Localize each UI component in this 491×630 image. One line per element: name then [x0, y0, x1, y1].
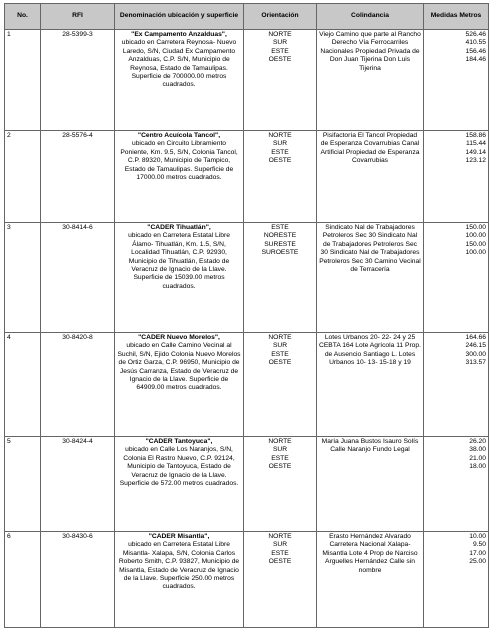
measure-value: 123.12	[465, 157, 486, 165]
row-rfi: 30-8424-4	[41, 437, 115, 532]
row-rfi: 30-8414-6	[41, 223, 115, 333]
property-details: ubicado en Calle Camino Vecinal al Suchil, S/N, Ejido Colonia Nuevo Morelos de Ortiz Garza, C.P. 96950, Municipio de Jesús Carranza, Estado de Veracruz de Ignacio de la Llave. Superficie de 64909.00 metros cuadrados.	[117, 342, 241, 392]
orientation-value: NORTE	[268, 334, 292, 341]
row-rfi: 30-8430-6	[41, 532, 115, 628]
property-name: "Ex Campamento Anzalduas",	[131, 31, 227, 38]
property-details: ubicado en Carretera Estatal Libre Álamo- Tihuatlán, Km. 1.5, S/N, Localidad Tihuatlán, C.P. 92930, Municipio de Tihuatlán, Estado de Veracruz de Ignacio de la Llave. Superficie de 15039.00 metros cuadrados.	[128, 232, 230, 290]
header-colindancia: Colindancia	[317, 4, 424, 30]
row-orientacion	[244, 223, 317, 333]
measure-value: 9.50	[472, 541, 486, 549]
row-number: 4	[5, 333, 41, 437]
measure-value: 21.00	[469, 454, 486, 462]
table-row	[5, 30, 489, 131]
table-row	[5, 131, 489, 223]
row-colindancia: Lotes Urbanos 20- 22- 24 y 25 CEBTA 164 Lote Agrícola 11 Prop. de Ausencio Santiago L. Lotes Urbanos 10- 13- 15-18 y 19	[317, 333, 424, 437]
row-denominacion	[115, 30, 244, 131]
row-medidas	[424, 131, 489, 223]
row-orientacion	[244, 437, 317, 532]
row-denominacion	[115, 223, 244, 333]
row-medidas	[424, 333, 489, 437]
orientation-value: NORTE	[268, 31, 292, 38]
measure-value: 17.00	[469, 549, 486, 557]
measure-value: 150.00	[465, 240, 486, 248]
table-row	[5, 437, 489, 532]
measure-value: 313.57	[465, 359, 486, 367]
property-details: ubicado en Carretera Reynosa- Nuevo Laredo, S/N, Ciudad Ex Campamento Anzalduas, C.P. S/N, Municipio de Reynosa, Estado de Tamaulipas. Superficie de 700000.00 metros cuadrados.	[121, 39, 237, 89]
property-name: "CADER Tantoyuca",	[145, 438, 213, 445]
property-details: ubicado en Circuito Libramiento Poniente, Km. 9.5, S/N, Colonia Tancol, C.P. 89320, Municipio de Tampico, Estado de Tamaulipas. Superficie de 17000.00 metros cuadrados.	[120, 140, 238, 181]
measure-value: 10.00	[469, 533, 486, 540]
row-denominacion	[115, 333, 244, 437]
row-medidas	[424, 437, 489, 532]
orientation-value: OESTE	[268, 157, 292, 165]
table-row	[5, 532, 489, 628]
orientation-value: OESTE	[268, 463, 292, 471]
measure-value: 149.14	[465, 148, 486, 156]
row-orientacion	[244, 333, 317, 437]
row-denominacion	[115, 532, 244, 628]
orientation-value: SUR	[272, 342, 288, 350]
orientation-value: SUR	[272, 140, 288, 148]
row-number: 3	[5, 223, 41, 333]
measure-value: 526.46	[465, 31, 486, 38]
table-row	[5, 223, 489, 333]
measure-value: 164.66	[465, 334, 486, 341]
orientation-value: ESTE	[271, 47, 289, 55]
property-details: ubicado en Carretera Estatal Libre Misantla- Xalapa, S/N, Colonia Carlos Roberto Smith, C.P. 93827, Municipio de Misantla, Estado de Veracruz de Ignacio de la Llave. Superficie 250.00 metros cuadrados.	[118, 541, 240, 591]
measure-value: 38.00	[469, 446, 486, 454]
table-header-row	[5, 4, 489, 30]
orientation-value: SUR	[272, 39, 288, 47]
row-number: 2	[5, 131, 41, 223]
orientation-value: NORTE	[268, 533, 292, 540]
row-colindancia: Erasto Hernández Alvarado Carretera Nacional Xalapa- Misantla Lote 4 Prop de Narciso Arguelles Hernández Calle sin nombre	[317, 532, 424, 628]
property-name: "CADER Tihuatlán",	[147, 224, 211, 231]
orientation-value: OESTE	[268, 558, 292, 566]
row-rfi: 28-5399-3	[41, 30, 115, 131]
row-rfi: 28-5576-4	[41, 131, 115, 223]
orientation-value: NORESTE	[263, 232, 297, 240]
orientation-value: SURESTE	[264, 240, 296, 248]
orientation-value: ESTE	[271, 549, 289, 557]
row-colindancia: María Juana Bustos Isauro Solís Calle Naranjo Fundo Legal	[317, 437, 424, 532]
orientation-value: OESTE	[268, 56, 292, 64]
measure-value: 100.00	[465, 232, 486, 240]
measure-value: 300.00	[465, 350, 486, 358]
orientation-value: SUR	[272, 446, 288, 454]
row-orientacion	[244, 131, 317, 223]
orientation-value: ESTE	[271, 454, 289, 462]
header-denominacion: Denominación ubicación y superficie	[115, 4, 244, 30]
measure-value: 156.46	[465, 47, 486, 55]
header-no: No.	[5, 4, 41, 30]
row-number: 5	[5, 437, 41, 532]
row-number: 6	[5, 532, 41, 628]
orientation-value: ESTE	[271, 148, 289, 156]
row-number: 1	[5, 30, 41, 131]
header-rfi: RFI	[41, 4, 115, 30]
row-colindancia: Viejo Camino que parte al Rancho Derecho Vía Ferrocarriles Nacionales Propiedad Privada de Don Juan Tijerina Don Luis Tijerina	[317, 30, 424, 131]
row-medidas	[424, 532, 489, 628]
row-orientacion	[244, 30, 317, 131]
row-colindancia: Sindicato Nal de Trabajadores Petroleros Sec 30 Sindicato Nal de Trabajadores Petroleros Sec 30 Sindicato Nal de Trabajadores Petroleros Sec 30 Camino Vecinal de Terracería	[317, 223, 424, 333]
measure-value: 115.44	[466, 140, 486, 148]
header-orientacion: Orientación	[244, 4, 317, 30]
orientation-value: NORTE	[268, 132, 292, 139]
header-medidas: Medidas Metros	[424, 4, 489, 30]
properties-table	[4, 3, 489, 628]
orientation-value: SUROESTE	[261, 249, 299, 257]
orientation-value: NORTE	[268, 438, 292, 445]
orientation-value: OESTE	[268, 359, 292, 367]
property-name: "CADER Misantla",	[148, 533, 210, 540]
property-name: "CADER Nuevo Morelos",	[138, 334, 220, 341]
orientation-value: ESTE	[271, 224, 289, 231]
row-rfi: 30-8420-8	[41, 333, 115, 437]
measure-value: 18.00	[469, 463, 486, 471]
measure-value: 26.20	[469, 438, 486, 445]
row-colindancia: Pisifactoría El Tancol Propiedad de Esperanza Covarrubias Canal Artificial Propiedad de Esperanza Covarrubias	[317, 131, 424, 223]
row-denominacion	[115, 437, 244, 532]
measure-value: 158.86	[465, 132, 486, 139]
property-name: "Centro Acuícola Tancol",	[137, 132, 221, 139]
table-row	[5, 333, 489, 437]
measure-value: 25.00	[469, 558, 486, 566]
row-medidas	[424, 30, 489, 131]
measure-value: 100.00	[465, 249, 486, 257]
orientation-value: SUR	[272, 541, 288, 549]
measure-value: 184.46	[465, 56, 486, 64]
orientation-value: ESTE	[271, 350, 289, 358]
measure-value: 246.15	[465, 342, 486, 350]
measure-value: 150.00	[465, 224, 486, 231]
measure-value: 410.55	[465, 39, 486, 47]
row-denominacion	[115, 131, 244, 223]
property-details: ubicado en Calle Los Naranjos, S/N, Colonia El Rastro Nuevo, C.P. 92124, Municipio de Tantoyuca, Estado de Veracruz de Ignacio de la Llave. Superficie de 572.00 metros cuadrados.	[119, 446, 239, 487]
row-medidas	[424, 223, 489, 333]
row-orientacion	[244, 532, 317, 628]
